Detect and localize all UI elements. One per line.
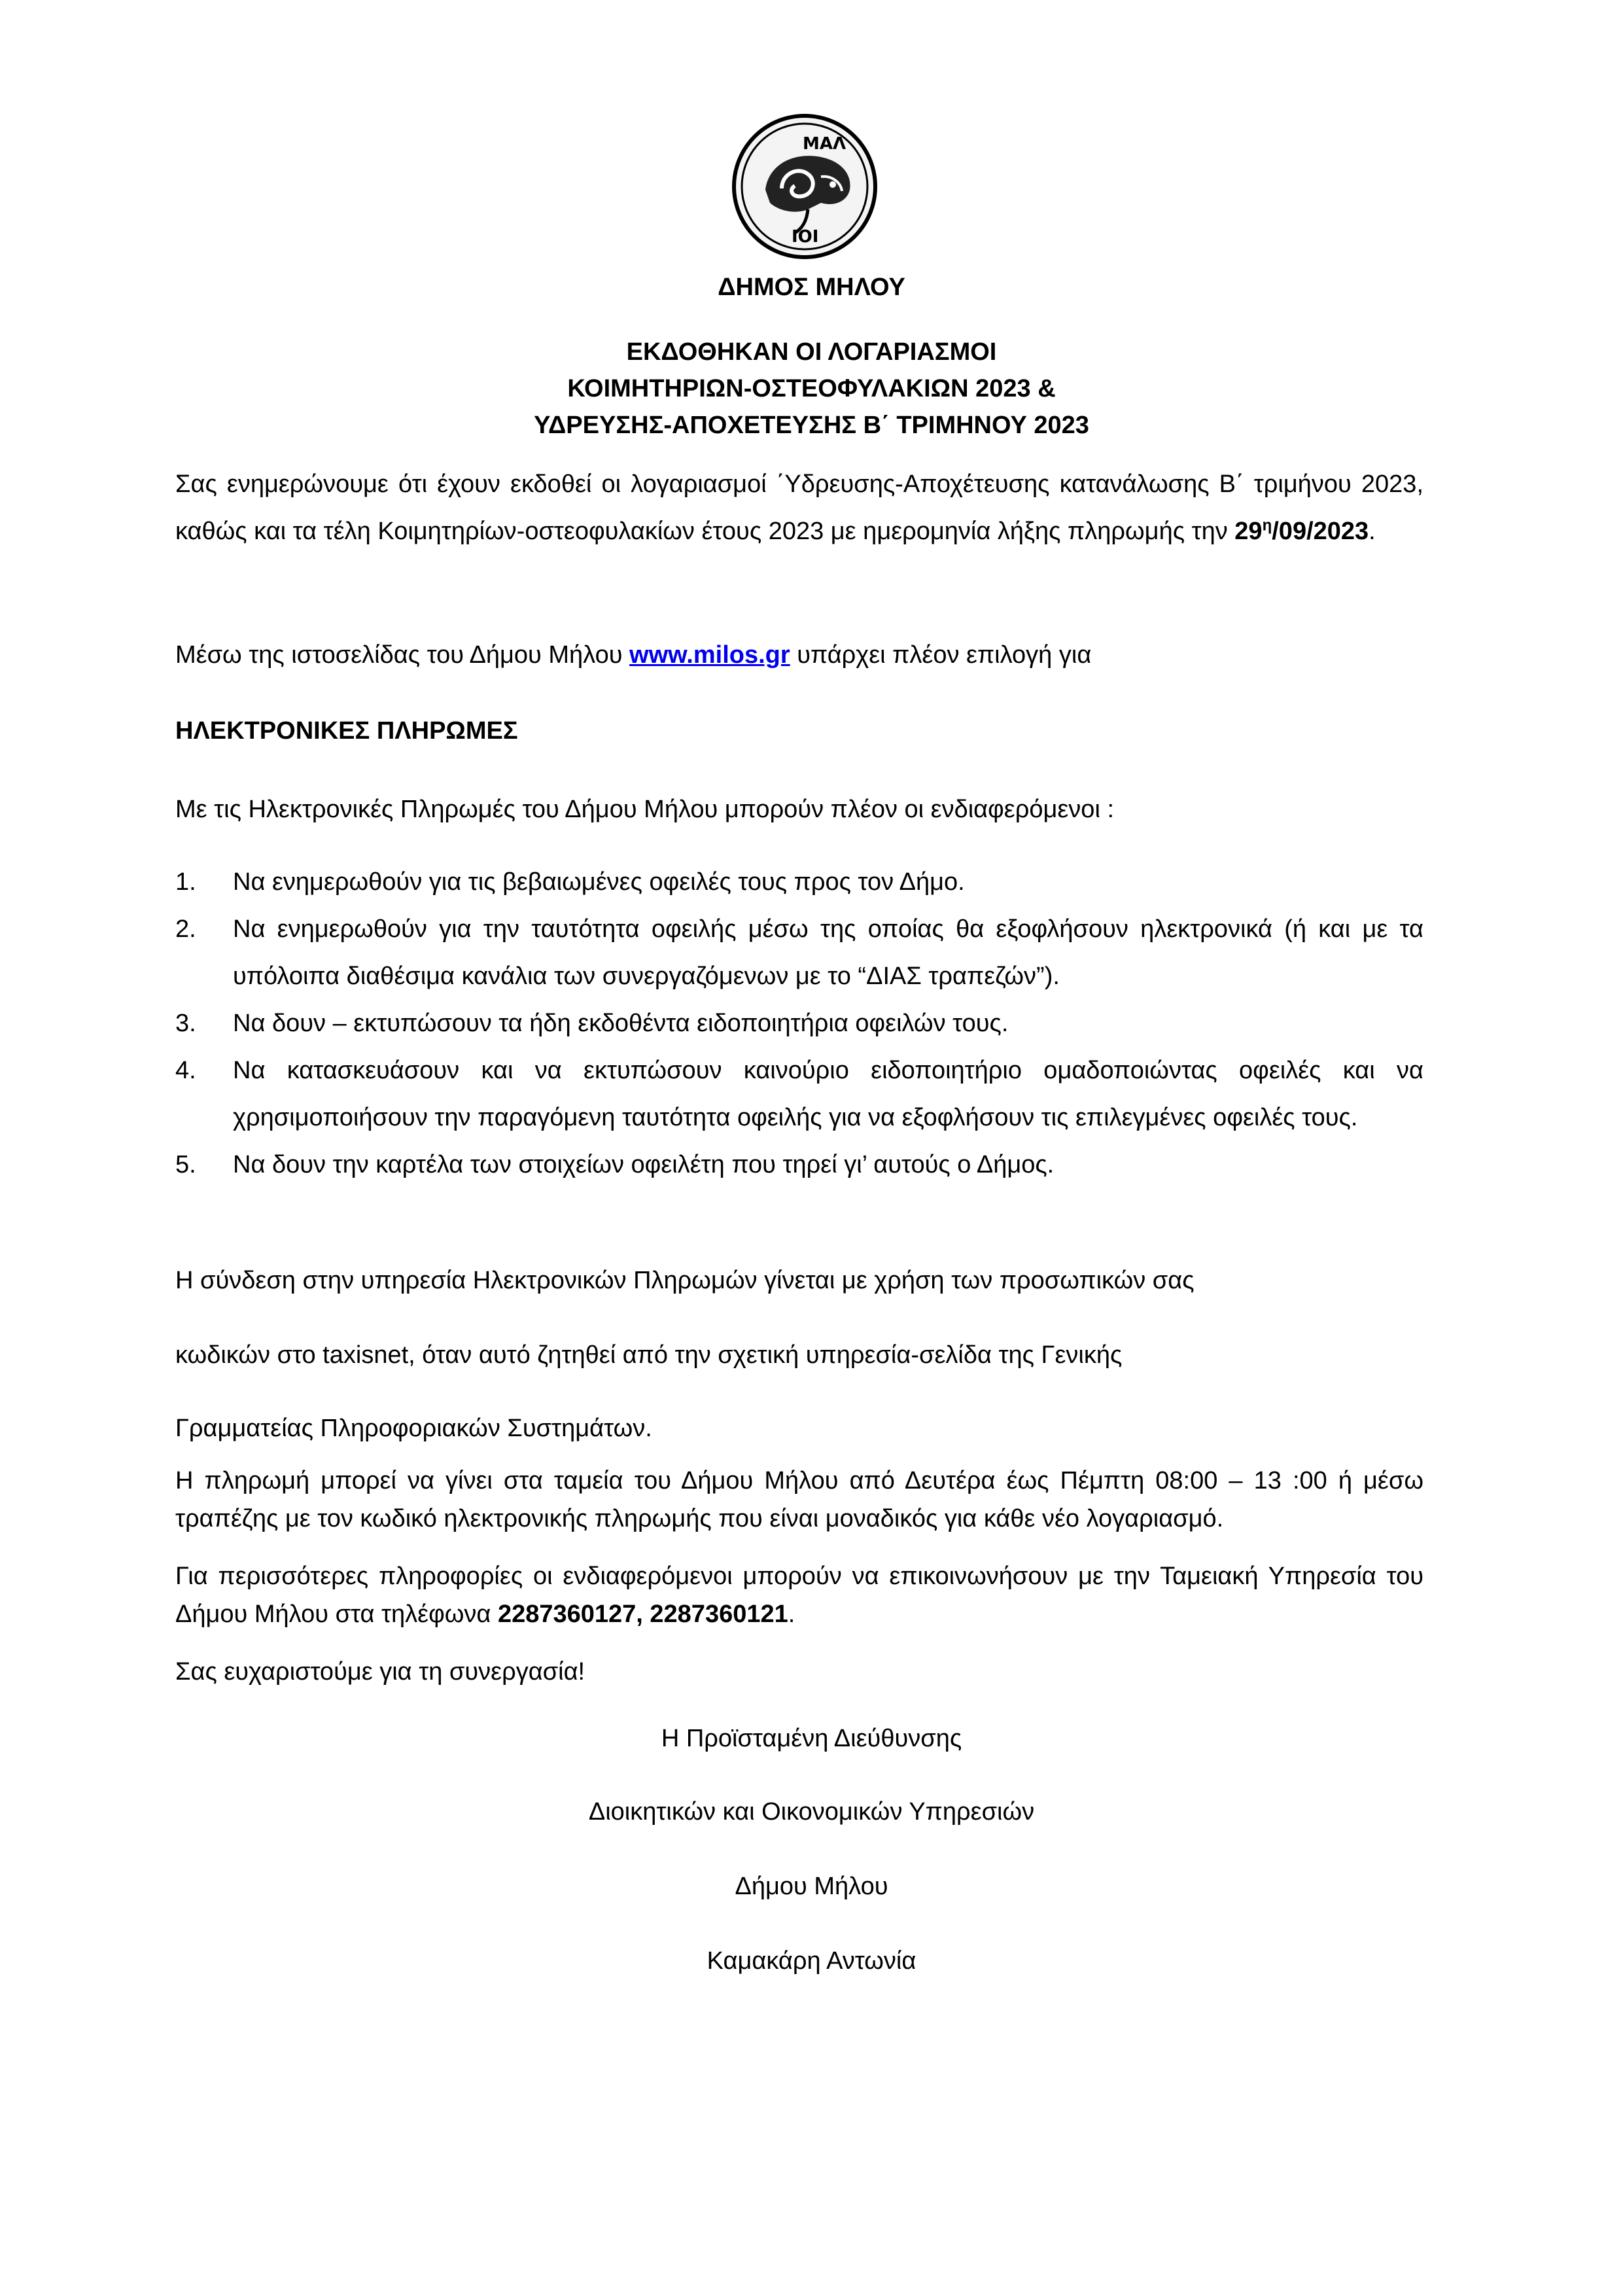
due-date-rest: /09/2023: [1272, 518, 1369, 545]
login-line: Η σύνδεση στην υπηρεσία Ηλεκτρονικών Πληρωμών γίνεται με χρήση των προσωπικών σας: [175, 1267, 1195, 1294]
list-item-text: Να ενημερωθούν για την ταυτότητα οφειλής μέσω της οποίας θα εξοφλήσουν ηλεκτρονικά (ή και με τα υπόλοιπα διαθέσιμα κανάλια των συνεργαζόμενων με το “ΔΙΑΣ τραπεζών”).: [233, 915, 1423, 990]
list-item: [175, 1141, 1423, 1188]
municipality-name: ΔΗΜΟΣ ΜΗΛΟΥ: [718, 274, 905, 301]
numbered-list: [175, 858, 1423, 1188]
list-intro: Με τις Ηλεκτρονικές Πληρωμές του Δήμου Μήλου μπορούν πλέον οι ενδιαφερόμενοι :: [175, 796, 1115, 823]
intro-paragraph: [175, 461, 1423, 555]
info-paragraph: [175, 1557, 1423, 1633]
list-item-text: Να κατασκευάσουν και να εκτυπώσουν καινούριο ειδοποιητήριο ομαδοποιώντας οφειλές και να χρησιμοποιήσουν την παραγόμενη ταυτότητα οφειλής για να εξοφλήσουν τις επιλεγμένες οφειλές τους.: [233, 1057, 1423, 1131]
due-date-ordinal: η: [1262, 516, 1272, 535]
website-link[interactable]: www.milos.gr: [629, 641, 790, 669]
list-item: [175, 906, 1423, 1000]
website-paragraph: [175, 641, 1091, 669]
title-line: ΚΟΙΜΗΤΗΡΙΩΝ-ΟΣΤΕΟΦΥΛΑΚΙΩΝ 2023 &: [567, 375, 1056, 402]
intro-end: .: [1369, 518, 1376, 545]
announcement-title: [0, 334, 1623, 444]
thanks-line: Σας ευχαριστούμε για τη συνεργασία!: [175, 1658, 585, 1686]
signature-title: Η Προϊσταμένη Διεύθυνσης: [661, 1725, 962, 1752]
list-item-number: 4.: [175, 1057, 196, 1084]
svg-text:ΜΑΛ: ΜΑΛ: [803, 134, 846, 154]
municipality-coin-logo: [729, 111, 880, 262]
login-line: Γραμματείας Πληροφοριακών Συστημάτων.: [175, 1415, 652, 1442]
list-item-number: 1.: [175, 868, 196, 896]
title-line: ΥΔΡΕΥΣΗΣ-ΑΠΟΧΕΤΕΥΣΗΣ Β΄ ΤΡΙΜΗΝΟΥ 2023: [534, 412, 1089, 439]
phone-numbers: 2287360127, 2287360121: [497, 1600, 788, 1628]
signature-municipality: Δήμου Μήλου: [735, 1873, 888, 1900]
list-item: [175, 1047, 1423, 1141]
website-before: Μέσω της ιστοσελίδας του Δήμου Μήλου: [175, 641, 630, 669]
list-item-text: Να δουν την καρτέλα των στοιχείων οφειλέτη που τηρεί γι’ αυτούς ο Δήμος.: [233, 1151, 1055, 1178]
due-date-day: 29: [1234, 518, 1263, 545]
list-item-number: 2.: [175, 915, 196, 943]
svg-text:ΙΟΙ: ΙΟΙ: [792, 227, 819, 247]
list-item-number: 3.: [175, 1010, 196, 1037]
intro-text: Σας ενημερώνουμε ότι έχουν εκδοθεί οι λογαριασμοί ΄Υδρευσης-Αποχέτευσης κατανάλωσης Β΄ τριμήνου 2023, καθώς και τα τέλη Κοιμητηρίων-οστεοφυλακίων έτους 2023 με ημερομηνία λήξης πληρωμής την: [175, 470, 1423, 545]
list-item-text: Να δουν – εκτυπώσουν τα ήδη εκδοθέντα ειδοποιητήρια οφειλών τους.: [233, 1010, 1009, 1037]
due-date: [1234, 518, 1369, 545]
list-item: [175, 1000, 1423, 1047]
title-line: ΕΚΔΟΘΗΚΑΝ ΟΙ ΛΟΓΑΡΙΑΣΜΟΙ: [626, 338, 997, 366]
signature-department: Διοικητικών και Οικονομικών Υπηρεσιών: [588, 1798, 1035, 1826]
list-item-number: 5.: [175, 1151, 196, 1178]
payment-paragraph: Η πληρωμή μπορεί να γίνει στα ταμεία του Δήμου Μήλου από Δευτέρα έως Πέμπτη 08:00 – 13 :00 ή μέσω τραπέζης με τον κωδικό ηλεκτρονικής πληρωμής που είναι μοναδικός για κάθε νέο λογαριασμό.: [175, 1467, 1423, 1532]
list-item: [175, 858, 1423, 906]
section-heading: ΗΛΕΚΤΡΟΝΙΚΕΣ ΠΛΗΡΩΜΕΣ: [175, 717, 518, 745]
signature-name: Καμακάρη Αντωνία: [707, 1947, 916, 1975]
info-end: .: [788, 1600, 795, 1628]
website-after: υπάρχει πλέον επιλογή για: [790, 641, 1092, 669]
info-text: Για περισσότερες πληροφορίες οι ενδιαφερόμενοι μπορούν να επικοινωνήσουν με την Ταμειακή Υπηρεσία του Δήμου Μήλου στα τηλέφωνα: [175, 1563, 1423, 1628]
login-line: κωδικών στο taxisnet, όταν αυτό ζητηθεί από την σχετική υπηρεσία-σελίδα της Γενικής: [175, 1341, 1123, 1369]
list-item-text: Να ενημερωθούν για τις βεβαιωμένες οφειλές τους προς τον Δήμο.: [233, 868, 965, 896]
